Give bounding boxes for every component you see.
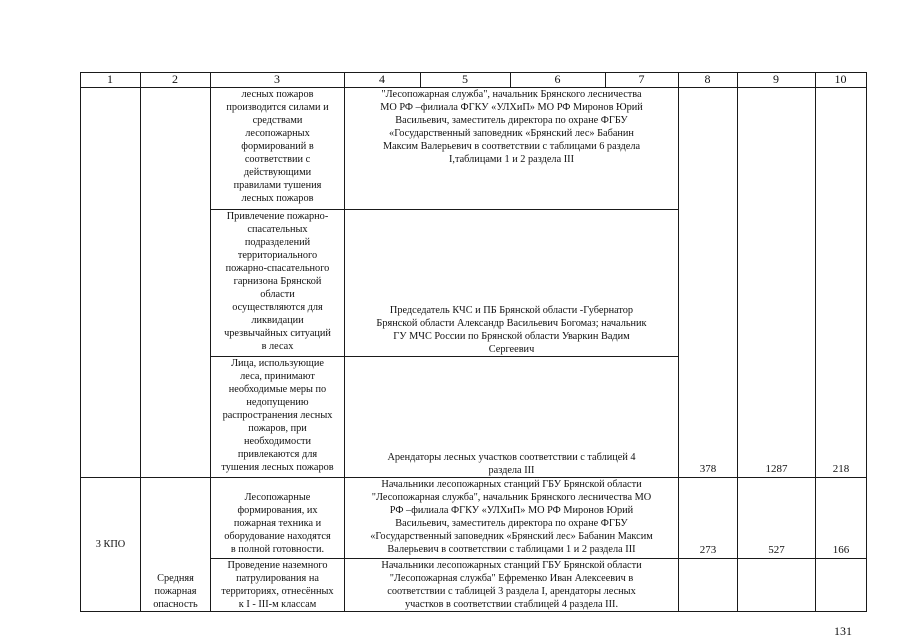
header-cell-8: 8 (704, 72, 711, 86)
header-cell-10: 10 (834, 72, 847, 86)
row3-col10-value: 218 (832, 463, 850, 475)
row4-col9-value: 527 (768, 544, 785, 556)
row2-measures-text: Привлечение пожарно- спасательных подразделений территориального пожарно-спасательного гарнизона Брянской области осуществляются для ликвидации чрезвычайных ситуаций в лесах (224, 211, 331, 352)
row5-danger-level: Средняя пожарная опасность (153, 573, 198, 610)
header-cell-4: 4 (379, 72, 385, 86)
row5-measures-text: Проведение наземного патрулирования на территориях, отнесённых к I - III-м классам (221, 560, 334, 610)
col-border (737, 72, 738, 612)
row4-measures-text: Лесопожарные формирования, их пожарная техника и оборудование находятся в полной готовности. (224, 492, 331, 555)
header-cell-3: 3 (274, 72, 280, 86)
row4-col8-value: 273 (699, 544, 717, 556)
header-cell-9: 9 (773, 72, 779, 86)
row3-responsible-text: Арендаторы лесных участков соответствии с таблицей 4 раздела III (387, 452, 636, 476)
header-cell-5: 5 (462, 72, 468, 86)
row1-measures-text: лесных пожаров производится силами и средствами лесопожарных формирований в соответствии с действующими правилами тушения лесных пожаров (226, 89, 329, 204)
row1-responsible-text: "Лесопожарная служба", начальник Брянского лесничества МО РФ –филиала ФГКУ «УЛХиП» МО РФ Миронов Юрий Васильевич, заместитель директора по охране ФГБУ «Государственный заповедник «Брянский лес» Бабанин Максим Валерьевич в соответствии с таблицами 6 раздела I,таблицами 1 и 2 раздела III (380, 89, 643, 165)
col-border (80, 72, 81, 612)
page-number: 131 (834, 624, 852, 638)
header-cell-1: 1 (107, 72, 113, 86)
col-border (140, 72, 141, 612)
row4-class-label: 3 КПО (95, 539, 126, 550)
col-border (678, 72, 679, 612)
row4-responsible-text: Начальники лесопожарных станций ГБУ Брянской области "Лесопожарная служба", начальник Брянского лесничества МО РФ –филиала ФГКУ «УЛХиП» МО РФ Миронов Юрий Васильевич, заместитель директора по охране ФГБУ «Государственный заповедник «Брянский лес» Бабанин Максим Валерьевич в соответствии с таблицами 1 и 2 раздела III (370, 479, 653, 555)
header-cell-7: 7 (638, 72, 645, 86)
col-border (344, 72, 345, 612)
row4-col10-value: 166 (832, 544, 850, 556)
row2-responsible-text: Председатель КЧС и ПБ Брянской области -Губернатор Брянской области Александр Васильевич Богомаз; начальник ГУ МЧС России по Брянской области Уваркин Вадим Сергеевич (376, 305, 647, 355)
header-cell-2: 2 (172, 72, 178, 86)
row3-col9-value: 1287 (765, 463, 788, 475)
table-border-bottom (80, 611, 867, 612)
col-border (815, 72, 816, 612)
row3-measures-text: Лица, использующие леса, принимают необходимые меры по недопущению распространения лесных пожаров, при необходимости привлекаются для тушения лесных пожаров (221, 358, 334, 473)
col-border (866, 72, 867, 612)
row3-col8-value: 378 (699, 463, 717, 475)
row5-responsible-text: Начальники лесопожарных станций ГБУ Брянской области "Лесопожарная служба" Ефременко Иван Алексеевич в соответствии с таблицей 3 раздела I, арендаторы лесных участков в соответствии стаблицей 4 раздела III. (381, 560, 642, 610)
header-cell-6: 6 (554, 72, 561, 86)
